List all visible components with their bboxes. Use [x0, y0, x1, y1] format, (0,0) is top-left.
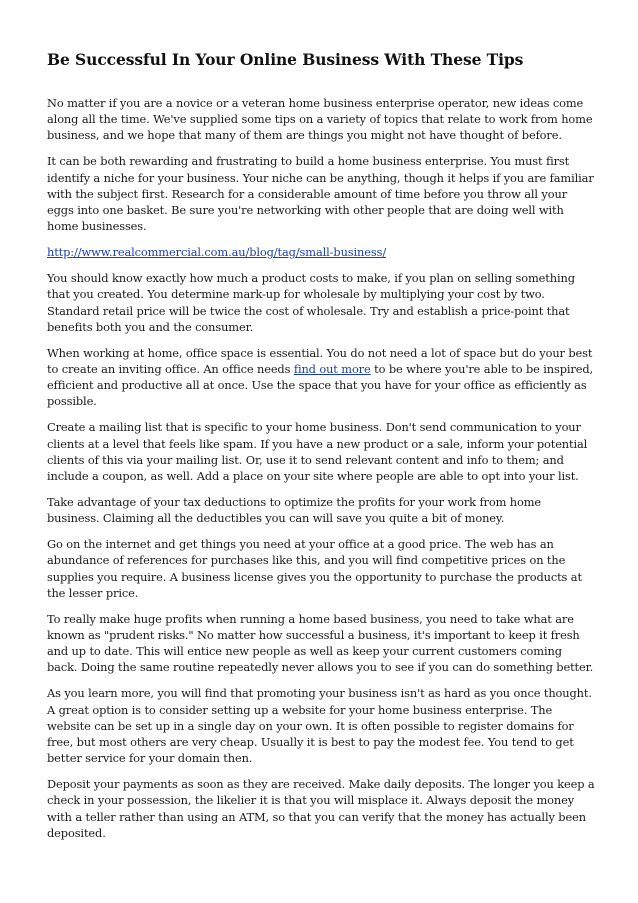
paragraph-link [47, 244, 595, 260]
paragraph-website: As you learn more, you will find that promoting your business isn't as hard as you once thought. A great option is to consider setting up a website for your home business enterprise. The website can be set up in a single day on your own. It is often possible to register domains for free, but most others are very cheap. Usually it is best to pay the modest fee. You tend to get better service for your domain then. [47, 686, 592, 766]
paragraph-supplies: Go on the internet and get things you need at your office at a good price. The web has an abundance of references for purchases like this, and you will find competitive prices on the supplies you require. A business license gives you the opportunity to purchase the products at the lesser price. [47, 537, 582, 600]
realcommercial-link[interactable]: http://www.realcommercial.com.au/blog/tag/small-business/ [47, 245, 387, 260]
paragraph-intro: No matter if you are a novice or a veteran home business enterprise operator, new ideas come along all the time. We've supplied some tips on a variety of topics that relate to work from home business, and we hope that many of them are things you might not have thought of before. [47, 96, 593, 143]
page-title: Be Successful In Your Online Business With These Tips [47, 50, 524, 69]
paragraph-pricing: You should know exactly how much a product costs to make, if you plan on selling something that you created. You determine mark-up for wholesale by multiplying your cost by two. Standard retail price will be twice the cost of wholesale. Try and establish a price-point that benefits both you and the consumer. [47, 271, 575, 334]
office-text-before: When working at home, office space is essential. You do not need a lot of space but do your best to create an inviting office. An office needs [47, 345, 593, 377]
paragraph-risks: To really make huge profits when running a home based business, you need to take what are known as "prudent risks." No matter how successful a business, it's important to keep it fresh and up to date. This will entice new people as well as keep your current customers coming back. Doing the same routine repeatedly never allows you to see if you can do something better. [47, 611, 594, 675]
paragraph-deposits: Deposit your payments as soon as they are received. Make daily deposits. The longer you keep a check in your possession, the likelier it is that you will misplace it. Always deposit the money with a teller rather than using an ATM, so that you can verify that the money has actually been deposited. [47, 777, 595, 840]
paragraph-mailing-list: Create a mailing list that is specific to your home business. Don't send communication to your clients at a level that feels like spam. If you have a new product or a sale, inform your potential clients of this via your mailing list. Or, use it to send relevant content and info to them; and include a coupon, as well. Add a place on your site where people are able to opt into your list. [47, 420, 588, 484]
find-out-more-link[interactable]: find out more [293, 362, 371, 377]
document-page [47, 50, 595, 851]
office-text-after: to be where you're able to be inspired, efficient and productive all at once. Use the space that you have for your office as efficiently as possible. [47, 362, 594, 409]
paragraph-niche: It can be both rewarding and frustrating to build a home business enterprise. You must first identify a niche for your business. Your niche can be anything, though it helps if you are familiar with the subject first. Research for a considerable amount of time before you throw all your eggs into one basket. Be sure you're networking with other people that are doing well with home businesses. [47, 154, 594, 234]
paragraph-office [47, 345, 595, 410]
paragraph-tax: Take advantage of your tax deductions to optimize the profits for your work from home business. Claiming all the deductibles you can will save you quite a bit of money. [47, 495, 542, 526]
